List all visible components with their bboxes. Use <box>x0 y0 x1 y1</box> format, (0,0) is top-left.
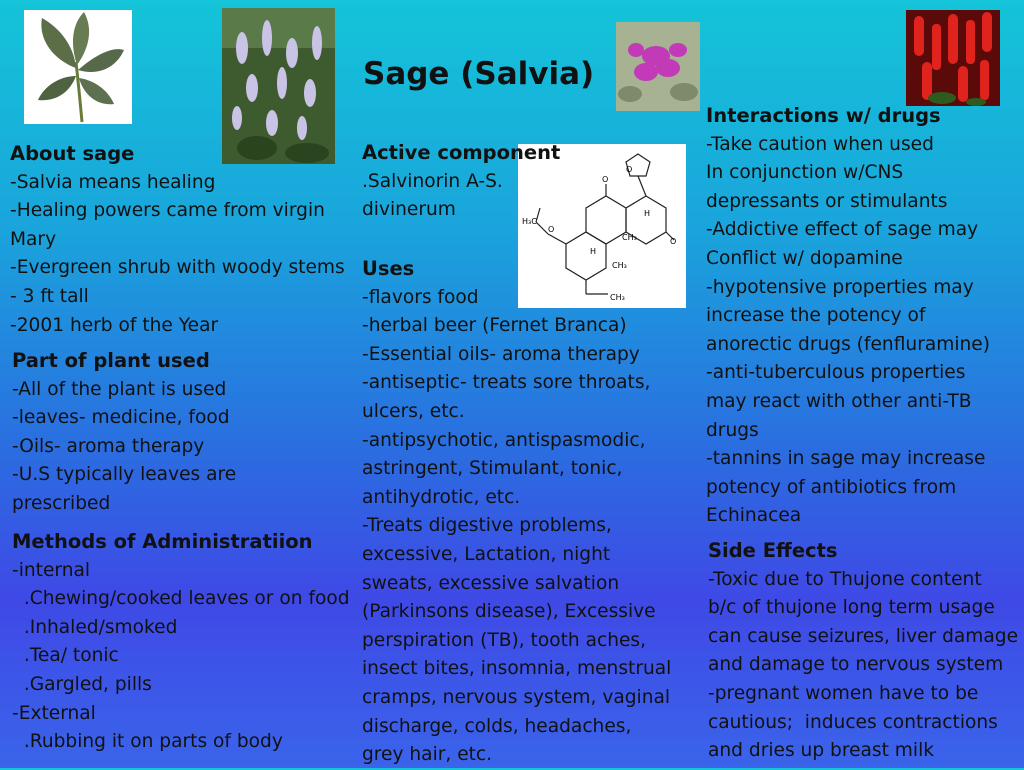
hydrogen-label: H <box>590 247 597 256</box>
uses-line: -Treats digestive problems, <box>362 515 612 537</box>
uses-line: -antipsychotic, antispasmodic, <box>362 429 646 451</box>
interactions-section <box>706 102 1022 531</box>
uses-line: sweats, excessive salvation <box>362 572 620 594</box>
about-line: Mary <box>10 228 57 250</box>
methyl-label: CH₃ <box>610 293 625 302</box>
uses-line: grey hair, etc. <box>362 744 493 766</box>
part-of-plant-section <box>12 347 342 519</box>
uses-line: -Essential oils- aroma therapy <box>362 343 640 365</box>
methods-line: -External <box>12 702 96 724</box>
interactions-line: anorectic drugs (fenfluramine) <box>706 333 990 355</box>
uses-line: -antiseptic- treats sore throats, <box>362 372 651 394</box>
uses-line: discharge, colds, headaches, <box>362 715 632 737</box>
sage-leaves-image <box>24 10 132 124</box>
side-effects-section <box>708 537 1024 766</box>
active-component-section <box>362 139 562 225</box>
uses-line: astringent, Stimulant, tonic, <box>362 458 623 480</box>
part-line: -U.S typically leaves are <box>12 464 237 486</box>
about-sage-section <box>10 140 360 340</box>
interactions-line: -anti-tuberculous properties <box>706 362 966 384</box>
part-line: prescribed <box>12 492 111 514</box>
interactions-line: -hypotensive properties may <box>706 276 974 298</box>
methods-line: .Chewing/cooked leaves or on food <box>12 588 350 610</box>
active-component-heading: Active component <box>362 141 561 164</box>
uses-line: ulcers, etc. <box>362 400 465 422</box>
methods-line: .Rubbing it on parts of body <box>12 731 283 753</box>
about-line: -Salvia means healing <box>10 171 216 193</box>
uses-line: (Parkinsons disease), Excessive <box>362 601 656 623</box>
side-line: -Toxic due to Thujone content <box>708 568 982 590</box>
uses-section <box>362 255 692 770</box>
part-line: -All of the plant is used <box>12 378 227 400</box>
interactions-line: Conflict w/ dopamine <box>706 247 903 269</box>
uses-line: cramps, nervous system, vaginal <box>362 686 671 708</box>
slide-title: Sage (Salvia) <box>363 56 595 92</box>
methods-line: .Gargled, pills <box>12 673 152 695</box>
side-line: cautious; induces contractions <box>708 711 998 733</box>
active-line: .Salvinorin A-S. <box>362 170 503 192</box>
side-line: b/c of thujone long term usage <box>708 597 995 619</box>
purple-flower-image <box>616 22 700 111</box>
oxygen-label: O <box>626 165 633 174</box>
about-sage-heading: About sage <box>10 142 135 165</box>
methods-line: -internal <box>12 559 91 581</box>
part-line: -Oils- aroma therapy <box>12 435 205 457</box>
side-line: -pregnant women have to be <box>708 682 979 704</box>
methods-section <box>12 528 362 757</box>
interactions-line: -Take caution when used <box>706 133 934 155</box>
side-line: and damage to nervous system <box>708 654 1004 676</box>
methods-heading: Methods of Administratiion <box>12 530 313 553</box>
interactions-line: -tannins in sage may increase <box>706 448 986 470</box>
uses-line: excessive, Lactation, night <box>362 543 611 565</box>
part-of-plant-heading: Part of plant used <box>12 349 210 372</box>
side-line: and dries up breast milk <box>708 740 935 762</box>
oxygen-label: O <box>670 237 677 246</box>
methods-line: .Inhaled/smoked <box>12 616 178 638</box>
methyl-label: CH₃ <box>612 261 627 270</box>
interactions-line: In conjunction w/CNS <box>706 162 904 184</box>
interactions-line: depressants or stimulants <box>706 190 948 212</box>
about-line: -Evergreen shrub with woody stems <box>10 257 345 279</box>
uses-line: antihydrotic, etc. <box>362 486 521 508</box>
interactions-line: may react with other anti-TB <box>706 390 972 412</box>
active-line: divinerum <box>362 199 456 221</box>
side-effects-heading: Side Effects <box>708 539 838 562</box>
interactions-line: Echinacea <box>706 505 802 527</box>
interactions-heading: Interactions w/ drugs <box>706 104 941 127</box>
hydrogen-label: H <box>644 209 651 218</box>
oxygen-label: O <box>602 175 609 184</box>
methyl-label: CH₃ <box>622 233 637 242</box>
oxygen-label: O <box>548 225 555 234</box>
red-salvia-image <box>906 10 1000 106</box>
uses-line: insect bites, insomnia, menstrual <box>362 658 672 680</box>
uses-heading: Uses <box>362 257 415 280</box>
uses-line: perspiration (TB), tooth aches, <box>362 629 647 651</box>
part-line: -leaves- medicine, food <box>12 407 230 429</box>
uses-line: -herbal beer (Fernet Branca) <box>362 315 627 337</box>
side-line: can cause seizures, liver damage <box>708 625 1019 647</box>
methods-line: .Tea/ tonic <box>12 645 119 667</box>
about-line: - 3 ft tall <box>10 285 89 307</box>
interactions-line: drugs <box>706 419 759 441</box>
methyl-label: H₃C <box>522 217 537 226</box>
interactions-line: -Addictive effect of sage may <box>706 219 979 241</box>
interactions-line: potency of antibiotics from <box>706 476 957 498</box>
about-line: -Healing powers came from virgin <box>10 200 325 222</box>
about-line: -2001 herb of the Year <box>10 314 219 336</box>
interactions-line: increase the potency of <box>706 305 926 327</box>
uses-line: -flavors food <box>362 286 479 308</box>
